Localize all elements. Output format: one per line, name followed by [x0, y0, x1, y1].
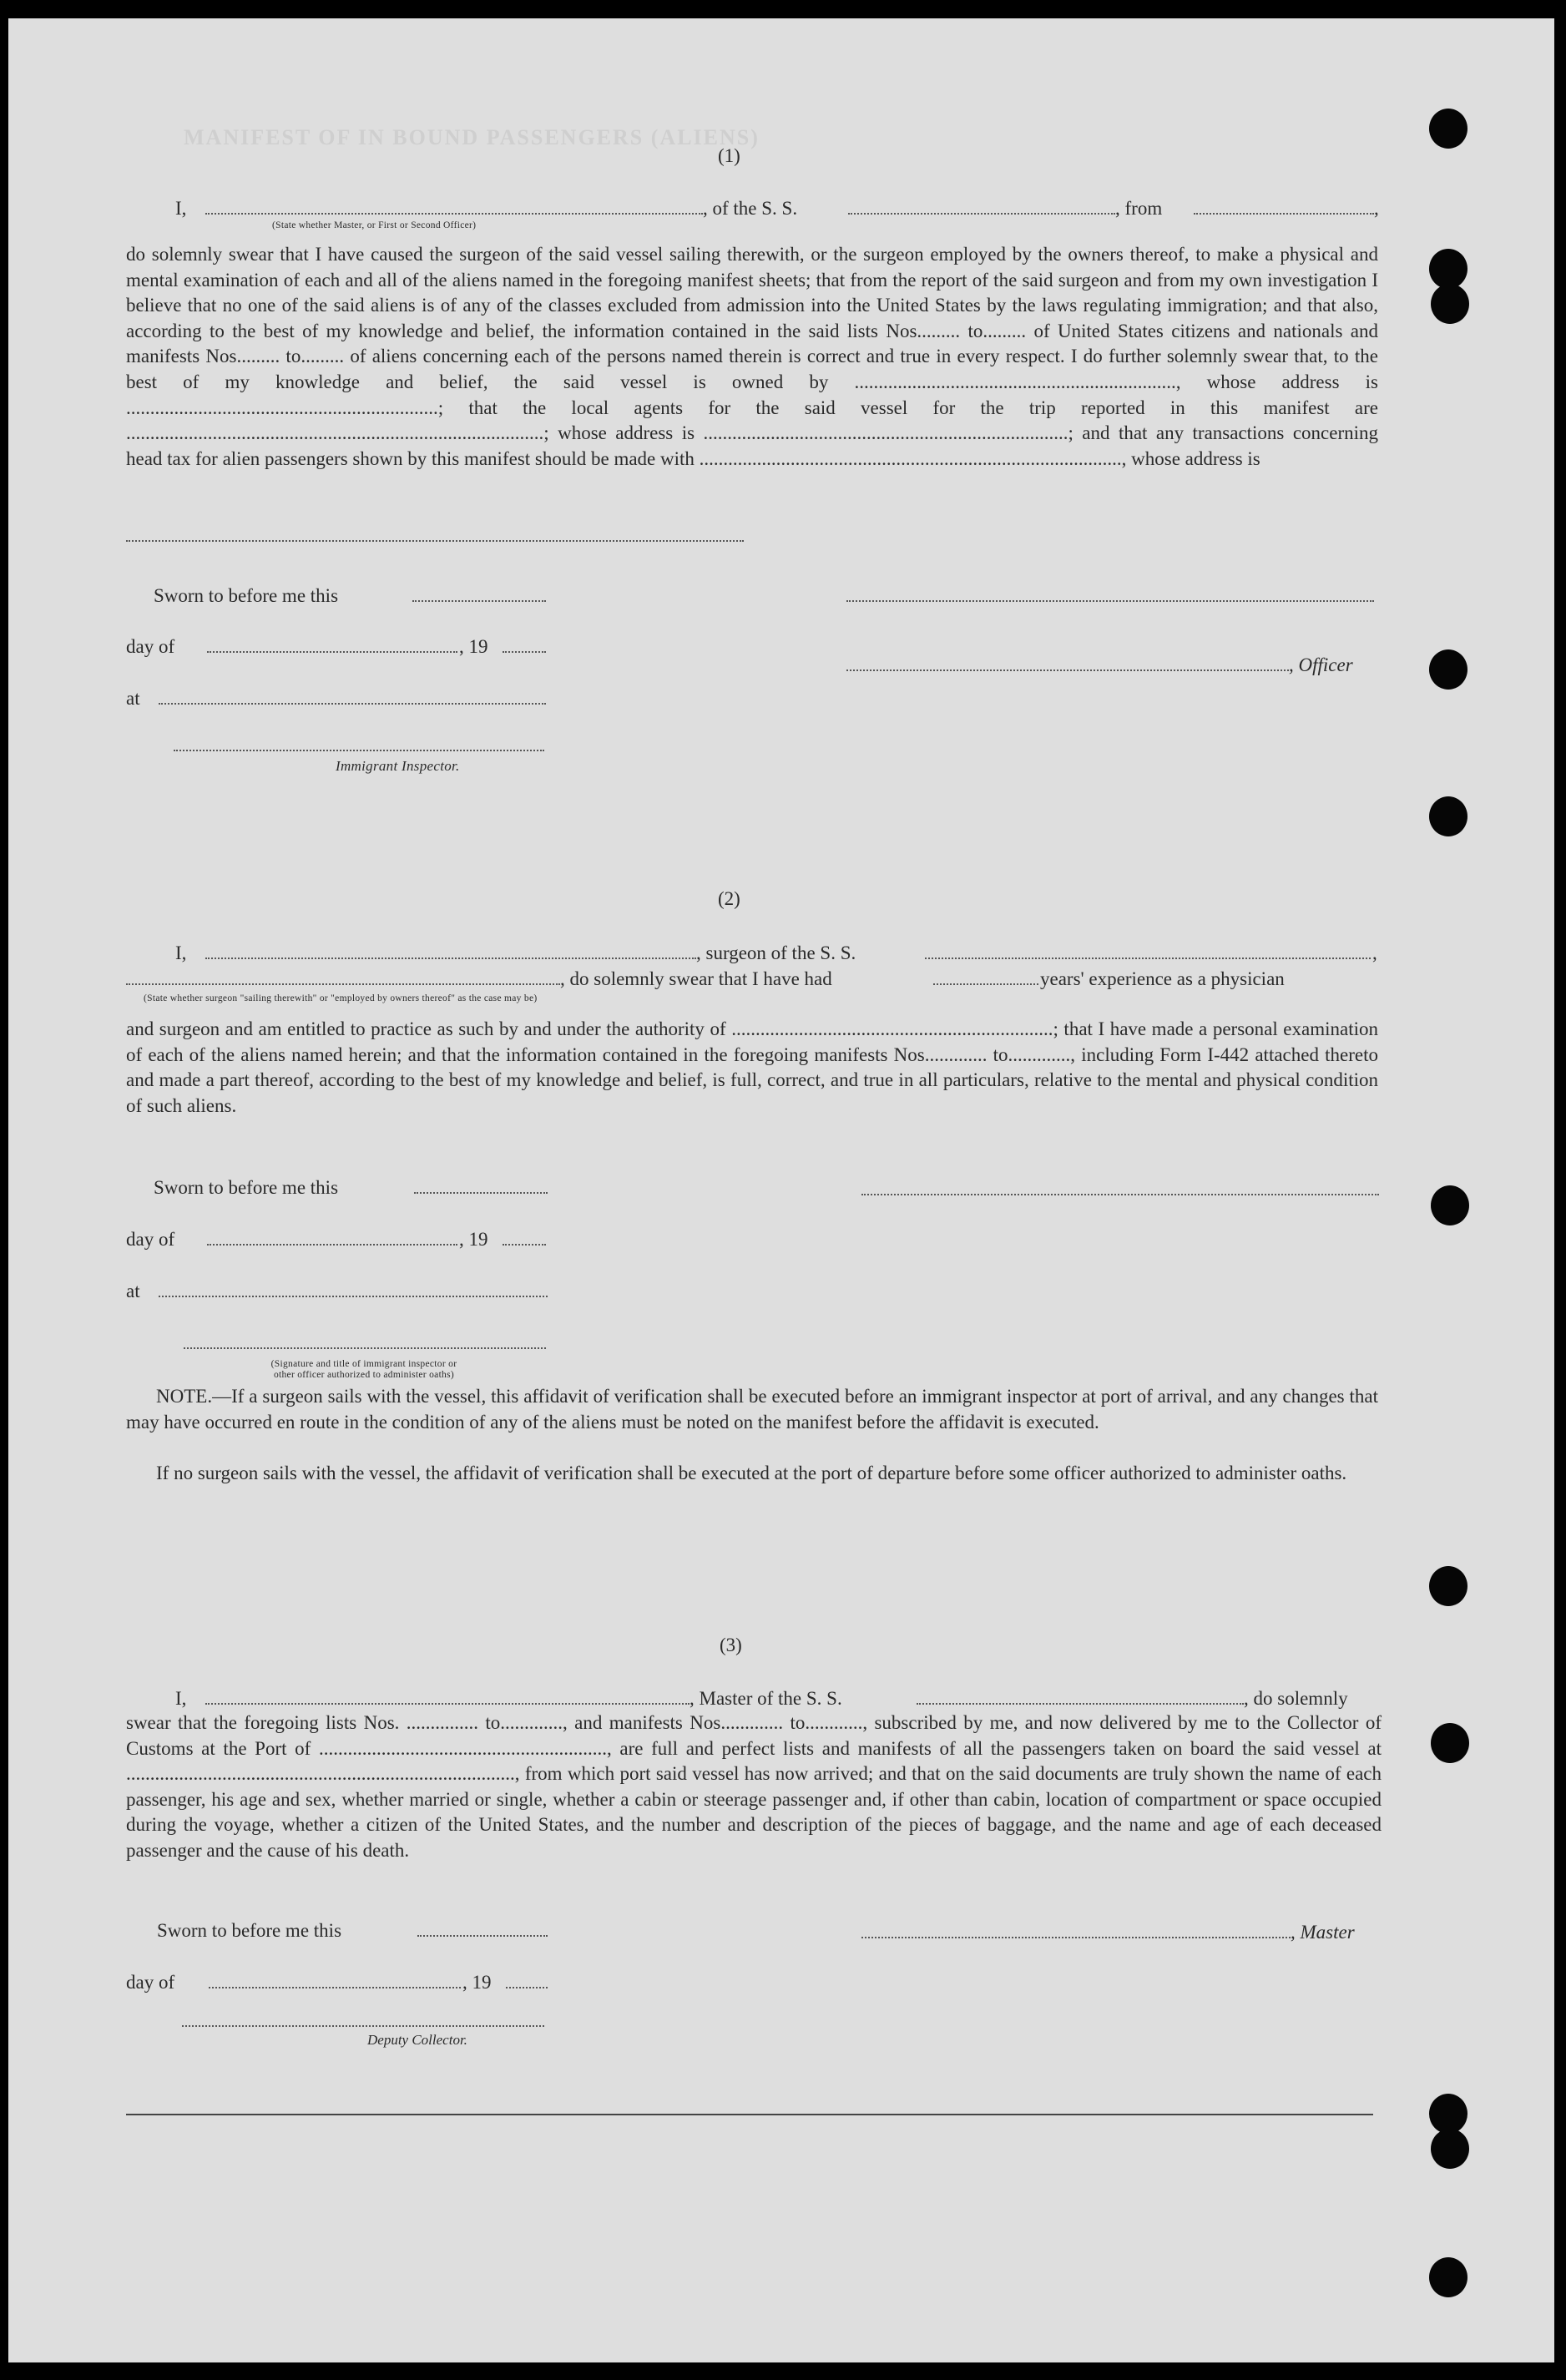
section-number: (3): [720, 1635, 742, 1655]
blank-line: [414, 1192, 548, 1194]
signature-line: [182, 2025, 544, 2027]
note-text: —If a surgeon sails with the vessel, this affidavit of verification shall be executed before an immigrant inspector at port of arrival, and any changes that may have occurred en route in the condition of any of the aliens must be noted on the manifest before the affidavit is executed.: [126, 1386, 1378, 1433]
blank-line: [1194, 213, 1374, 215]
sworn-label: Sworn to before me this: [154, 585, 339, 606]
blank-line: [207, 651, 457, 653]
note-paragraph: If no surgeon sails with the vessel, the affidavit of verification shall be executed at the port of departure before some officer authorized to administer oaths.: [156, 1463, 1347, 1483]
at-label: at: [126, 1281, 140, 1301]
blank-line: [412, 600, 546, 602]
blank-line: [917, 1703, 1244, 1705]
blank-line: [159, 703, 546, 705]
blank-line: [205, 958, 696, 959]
blank-line: [933, 983, 1038, 985]
punch-hole: [1429, 2257, 1467, 2297]
blank-line: [205, 213, 703, 215]
collector-label: Deputy Collector.: [367, 2032, 467, 2048]
blank-line: [126, 983, 560, 985]
note-label: NOTE.: [156, 1386, 213, 1407]
punch-hole: [1431, 284, 1469, 324]
oath-line: , do solemnly: [1244, 1688, 1348, 1709]
oath-line: , do solemnly swear that I have had: [560, 968, 832, 989]
field-hint: other officer authorized to administer oaths): [273, 1370, 455, 1380]
blank-line: [503, 651, 546, 653]
faded-stamp: MANIFEST OF IN BOUND PASSENGERS (ALIENS): [184, 125, 760, 149]
year-label: , 19: [459, 636, 488, 657]
blank-line: [417, 1935, 548, 1937]
note-paragraph: [126, 1384, 1378, 1435]
day-label: day of: [126, 636, 175, 657]
signature-line: [861, 1194, 1379, 1195]
oath-line: I,: [175, 1688, 187, 1709]
bottom-rule: [126, 2114, 1373, 2115]
blank-line: [126, 540, 744, 542]
year-label: , 19: [459, 1229, 488, 1250]
officer-label: , Officer: [1289, 654, 1353, 675]
blank-line: [925, 958, 1371, 959]
master-label: , Master: [1291, 1922, 1355, 1943]
oath-line: , Master of the S. S.: [690, 1688, 842, 1709]
oath-paragraph: do solemnly swear that I have caused the surgeon of the said vessel sailing therewith, or the surgeon employed by the owners thereof, to make a physical and mental examination of each and all of the aliens named in the foregoing manifest sheets; that from the report of the said surgeon and from my own investigation I believe that no one of the said aliens is of any of the classes excluded from admission into the United States by the laws regulating immigration; and that also, according to the best of my knowledge and belief, the information contained in the said lists Nos......... to......... of United States citizens and nationals and manifests Nos......... to......... of aliens concerning each of the persons named therein is correct and true in every respect. I do further solemnly swear that, to the best of my knowledge and belief, the said vessel is owned by ..................................................................., whose address is .................................................................; that the local agents for the said vessel for the trip reported in this manifest are .......................................................................................; whose address is ............................................................................; and that any transactions concerning head tax for alien passengers shown by this manifest should be made with ........................................................................................, whose address is: [126, 244, 1378, 469]
oath-line: years' experience as a physician: [1040, 968, 1285, 989]
signature-line: [846, 600, 1374, 602]
oath-paragraph: swear that the foregoing lists Nos. ............... to............., and manifests Nos............. to............, subscribed by me, and now delivered by me to the Collector of Customs at the Port of ............................................................, are full and perfect lists and manifests of all the passengers taken on board the said vessel at ................................................................................., from which port said vessel has now arrived; and that on the said documents are truly shown the name of each passenger, his age and sex, whether married or single, whether a cabin or steerage passenger and, if other than cabin, location of compartment or space occupied during the voyage, whether a citizen of the United States, and the number and description of the pieces of baggage, and the name and age of each deceased passenger and the cause of his death.: [126, 1712, 1382, 1861]
sworn-label: Sworn to before me this: [157, 1920, 342, 1941]
blank-line: [207, 1244, 457, 1246]
oath-line: , surgeon of the S. S.: [696, 942, 856, 963]
punch-hole: [1429, 249, 1467, 289]
form-page: [8, 18, 1554, 2362]
blank-line: [205, 1703, 690, 1705]
blank-line: [506, 1987, 548, 1988]
signature-line: [861, 1937, 1291, 1938]
blank-line: [848, 213, 1115, 215]
oath-line: , from: [1115, 198, 1163, 219]
signature-line: [846, 670, 1289, 671]
field-hint: (Signature and title of immigrant inspector or: [270, 1359, 457, 1369]
field-hint: (State whether surgeon "sailing therewith" or "employed by owners thereof" as the case may be): [144, 993, 538, 1003]
punch-hole: [1429, 1566, 1467, 1606]
section-number: (1): [718, 145, 740, 166]
oath-line: ,: [1374, 198, 1379, 219]
oath-paragraph: and surgeon and am entitled to practice as such by and under the authority of ...................................................................; that I have made a personal examination of each of the aliens named herein; and that the information contained in the foregoing manifests Nos............. to............., including Form I-442 attached thereto and made a part thereof, according to the best of my knowledge and belief, is full, correct, and true in all particulars, relative to the mental and physical condition of such aliens.: [126, 1018, 1378, 1116]
signature-line: [174, 750, 544, 751]
punch-hole: [1429, 109, 1467, 149]
oath-line: , of the S. S.: [703, 198, 798, 219]
punch-hole: [1429, 796, 1467, 836]
inspector-label: Immigrant Inspector.: [336, 758, 460, 774]
section-number: (2): [718, 888, 740, 909]
oath-line: ,: [1372, 942, 1377, 963]
day-label: day of: [126, 1972, 175, 1993]
year-label: , 19: [462, 1972, 492, 1993]
sworn-label: Sworn to before me this: [154, 1177, 339, 1198]
blank-line: [503, 1244, 546, 1246]
punch-hole: [1429, 649, 1467, 690]
oath-line: I,: [175, 198, 187, 219]
punch-hole: [1431, 1723, 1469, 1763]
punch-hole: [1429, 2094, 1467, 2134]
blank-line: [159, 1296, 548, 1297]
oath-line: I,: [175, 942, 187, 963]
field-hint: (State whether Master, or First or Second Officer): [272, 220, 477, 230]
blank-line: [209, 1987, 461, 1988]
punch-hole: [1431, 1185, 1469, 1225]
signature-line: [184, 1347, 546, 1349]
punch-hole: [1431, 2129, 1469, 2169]
day-label: day of: [126, 1229, 175, 1250]
at-label: at: [126, 688, 140, 709]
